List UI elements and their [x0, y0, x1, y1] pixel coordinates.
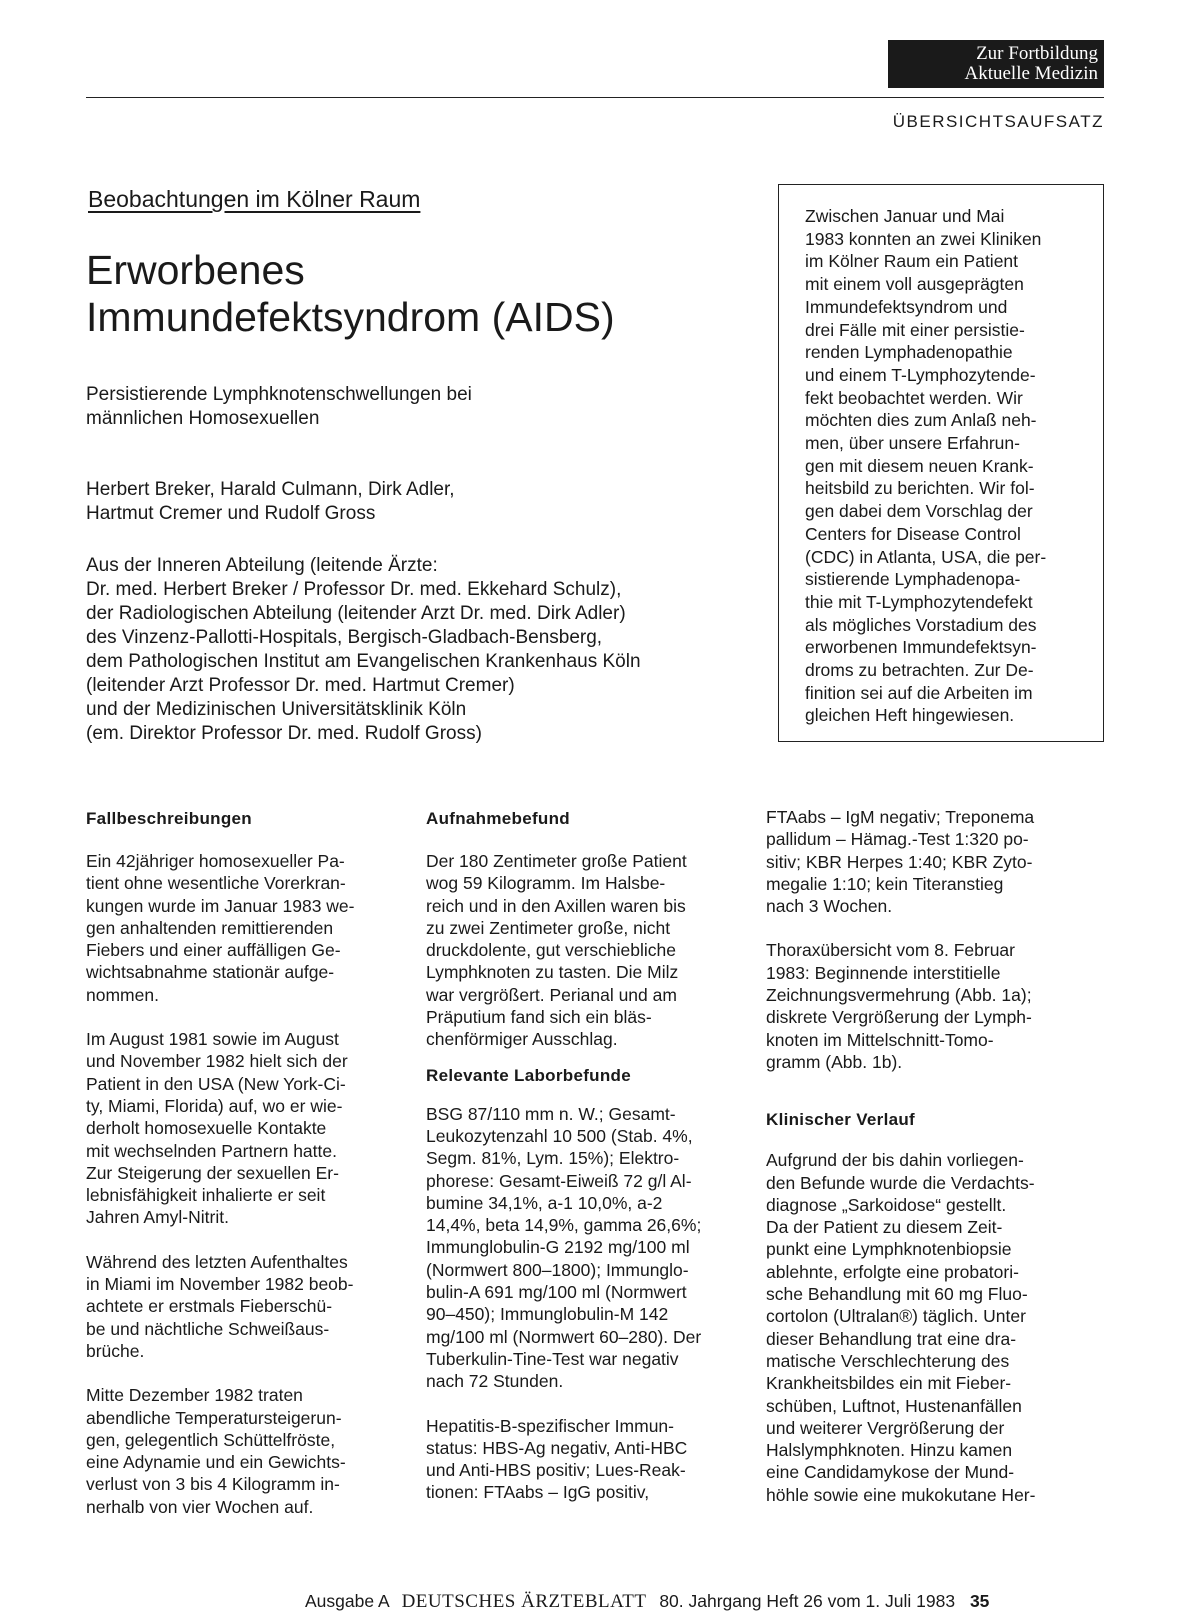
text-line: reich und in den Axillen waren bis: [426, 895, 686, 916]
section-badge: [888, 40, 1104, 88]
text-line: wichtsabnahme stationär aufge-: [86, 962, 335, 983]
text-line: nach 3 Wochen.: [766, 896, 893, 917]
text-line: diskrete Vergrößerung der Lymph-: [766, 1007, 1032, 1028]
text-line: diagnose „Sarkoidose“ gestellt.: [766, 1194, 1007, 1215]
text-line: Der 180 Zentimeter große Patient: [426, 851, 687, 871]
abstract-line: renden Lymphadenopathie: [805, 342, 1013, 363]
abstract-line: gen mit diesem neuen Krank-: [805, 455, 1034, 476]
text-line: derholt homosexuelle Kontakte: [86, 1118, 327, 1139]
paragraph: [86, 1251, 418, 1362]
abstract-line: thie mit T-Lymphozytendefekt: [805, 591, 1033, 612]
affiliation-block: [86, 554, 641, 746]
text-line: Zeichnungsvermehrung (Abb. 1a);: [766, 985, 1032, 1006]
text-line: tionen: FTAabs – IgG positiv,: [426, 1482, 650, 1503]
subtitle-line: männlichen Homosexuellen: [86, 408, 320, 429]
paragraph: [766, 1149, 1098, 1506]
text-line: Im August 1981 sowie im August: [86, 1029, 339, 1050]
abstract-line: als mögliches Vorstadium des: [805, 614, 1037, 635]
paragraph: [766, 939, 1098, 1073]
text-line: Segm. 81%, Lym. 15%); Elektro-: [426, 1148, 680, 1169]
text-line: megalie 1:10; kein Titeranstieg: [766, 873, 1004, 894]
text-line: gen, gelegentlich Schüttelfröste,: [86, 1429, 336, 1450]
text-line: schüben, Luftnot, Hustenanfällen: [766, 1395, 1022, 1416]
abstract-box: [778, 184, 1104, 742]
subtitle-line: Persistierende Lymphknotenschwellungen bei: [86, 384, 472, 405]
text-line: ty, Miami, Florida) auf, wo er wie-: [86, 1095, 343, 1116]
footer-journal: DEUTSCHES ÄRZTEBLATT: [401, 1591, 647, 1612]
text-line: den Befunde wurde die Verdachts-: [766, 1172, 1035, 1193]
text-line: knoten im Mittelschnitt-Tomo-: [766, 1029, 994, 1050]
author-list: [86, 478, 455, 526]
text-line: (Normwert 800–1800); Immunglo-: [426, 1259, 689, 1280]
body-column-1: [86, 808, 418, 1518]
text-line: Immunglobulin-G 2192 mg/100 ml: [426, 1237, 690, 1258]
text-line: und weiterer Vergrößerung der: [766, 1417, 1005, 1438]
text-line: be und nächtliche Schweißaus-: [86, 1318, 330, 1339]
text-line: 1983: Beginnende interstitielle: [766, 962, 1001, 983]
abstract-line: sistierende Lymphadenopa-: [805, 569, 1021, 590]
text-line: eine Adynamie und ein Gewichts-: [86, 1452, 346, 1473]
text-line: phorese: Gesamt-Eiweiß 72 g/l Al-: [426, 1170, 692, 1191]
affiliation-line: Dr. med. Herbert Breker / Professor Dr. med. Ekkehard Schulz),: [86, 579, 622, 600]
abstract-line: und einem T-Lymphozytende-: [805, 364, 1036, 385]
text-line: Krankheitsbildes ein mit Fieber-: [766, 1373, 1012, 1394]
page-footer: [305, 1591, 989, 1613]
text-line: mit wechselnden Partnern hatte.: [86, 1140, 337, 1161]
abstract-line: Zwischen Januar und Mai: [805, 206, 1005, 226]
abstract-line: mit einem voll ausgeprägten: [805, 274, 1024, 295]
title-line: Immundefektsyndrom (AIDS): [86, 294, 615, 340]
text-line: höhle sowie eine mukokutane Her-: [766, 1484, 1036, 1505]
abstract-line: drei Fälle mit einer persistie-: [805, 319, 1025, 340]
paragraph: [766, 806, 1098, 917]
text-line: verlust von 3 bis 4 Kilogramm in-: [86, 1474, 340, 1495]
text-line: Jahren Amyl-Nitrit.: [86, 1207, 229, 1228]
text-line: BSG 87/110 mm n. W.; Gesamt-: [426, 1103, 676, 1124]
text-line: zu zwei Zentimeter große, nicht: [426, 917, 671, 938]
affiliation-line: der Radiologischen Abteilung (leitender Arzt Dr. med. Dirk Adler): [86, 603, 626, 624]
abstract-line: droms zu betrachten. Zur De-: [805, 660, 1034, 681]
text-line: Leukozytenzahl 10 500 (Stab. 4%,: [426, 1125, 693, 1146]
abstract-line: Centers for Disease Control: [805, 523, 1021, 544]
abstract-line: gleichen Heft hingewiesen.: [805, 705, 1015, 726]
abstract-line: finition sei auf die Arbeiten im: [805, 682, 1033, 703]
text-line: FTAabs – IgM negativ; Treponema: [766, 807, 1035, 827]
text-line: Aufgrund der bis dahin vorliegen-: [766, 1150, 1024, 1171]
abstract-line: men, über unsere Erfahrun-: [805, 433, 1020, 454]
text-line: kungen wurde im Januar 1983 we-: [86, 895, 355, 916]
text-line: nach 72 Stunden.: [426, 1371, 564, 1392]
text-line: Während des letzten Aufenthaltes: [86, 1251, 348, 1272]
heading-klinischer-verlauf: Klinischer Verlauf: [766, 1110, 916, 1130]
text-line: gramm (Abb. 1b).: [766, 1051, 903, 1072]
paragraph: [426, 850, 758, 1051]
body-column-2: [426, 808, 758, 1504]
text-line: Patient in den USA (New York-Ci-: [86, 1073, 346, 1094]
heading-aufnahmebefund: Aufnahmebefund: [426, 809, 570, 828]
abstract-line: Immundefektsyndrom und: [805, 296, 1008, 317]
abstract-line: gen dabei dem Vorschlag der: [805, 501, 1033, 522]
paragraph: [426, 1103, 758, 1393]
text-line: sche Behandlung mit 60 mg Fluo-: [766, 1284, 1028, 1305]
article-subtitle: [86, 383, 472, 431]
text-line: Thoraxübersicht vom 8. Februar: [766, 940, 1015, 961]
text-line: Lymphknoten zu tasten. Die Milz: [426, 962, 679, 983]
text-line: punkt eine Lymphknotenbiopsie: [766, 1239, 1012, 1260]
text-line: nommen.: [86, 984, 159, 1005]
text-line: in Miami im November 1982 beob-: [86, 1274, 354, 1295]
text-line: chenförmiger Ausschlag.: [426, 1029, 618, 1050]
text-line: Da der Patient zu diesem Zeit-: [766, 1217, 1003, 1238]
paragraph: [86, 1384, 418, 1518]
abstract-line: erworbenen Immundefektsyn-: [805, 637, 1037, 658]
affiliation-line: Aus der Inneren Abteilung (leitende Ärzte:: [86, 555, 438, 576]
text-line: bumine 34,1%, a-1 10,0%, a-2: [426, 1192, 663, 1213]
text-line: Halslymphknoten. Hinzu kamen: [766, 1440, 1013, 1461]
text-line: cortolon (Ultralan®) täglich. Unter: [766, 1306, 1026, 1327]
heading-fallbeschreibungen: Fallbeschreibungen: [86, 809, 252, 828]
abstract-line: möchten dies zum Anlaß neh-: [805, 410, 1037, 431]
text-line: Präputium fand sich ein bläs-: [426, 1007, 652, 1028]
text-line: bulin-A 691 mg/100 ml (Normwert: [426, 1282, 687, 1303]
text-line: eine Candidamykose der Mund-: [766, 1462, 1015, 1483]
text-line: wog 59 Kilogramm. Im Halsbe-: [426, 873, 666, 894]
text-line: nerhalb von vier Wochen auf.: [86, 1496, 314, 1517]
text-line: Fiebers und einer auffälligen Ge-: [86, 940, 341, 961]
abstract-line: im Kölner Raum ein Patient: [805, 251, 1019, 272]
text-line: lebnisfähigkeit inhalierte er seit: [86, 1185, 326, 1206]
badge-line-2: Aktuelle Medizin: [964, 63, 1098, 84]
text-line: druckdolente, gut verschiebliche: [426, 940, 677, 961]
article-kicker: Beobachtungen im Kölner Raum: [88, 186, 421, 212]
affiliation-line: (leitender Arzt Professor Dr. med. Hartmut Cremer): [86, 675, 515, 696]
badge-line-1: Zur Fortbildung: [976, 43, 1098, 64]
text-line: 90–450); Immunglobulin-M 142: [426, 1304, 669, 1325]
text-line: Hepatitis-B-spezifischer Immun-: [426, 1415, 674, 1436]
article-title: [86, 247, 615, 341]
text-line: gen anhaltenden remittierenden: [86, 917, 334, 938]
title-line: Erworbenes: [86, 247, 305, 293]
text-line: Tuberkulin-Tine-Test war negativ: [426, 1348, 679, 1369]
abstract-line: (CDC) in Atlanta, USA, die per-: [805, 546, 1047, 567]
paragraph: [86, 850, 418, 1006]
body-column-3: [766, 806, 1098, 1506]
text-line: achtete er erstmals Fieberschü-: [86, 1296, 333, 1317]
affiliation-line: des Vinzenz-Pallotti-Hospitals, Bergisch-Gladbach-Bensberg,: [86, 627, 603, 648]
text-line: sitiv; KBR Herpes 1:40; KBR Zyto-: [766, 851, 1033, 872]
paragraph: [426, 1415, 758, 1504]
affiliation-line: und der Medizinischen Universitätsklinik Köln: [86, 699, 467, 720]
text-line: Mitte Dezember 1982 traten: [86, 1385, 303, 1406]
section-label: ÜBERSICHTSAUFSATZ: [892, 112, 1104, 131]
text-line: 14,4%, beta 14,9%, gamma 26,6%;: [426, 1215, 702, 1236]
footer-issue: 80. Jahrgang Heft 26 vom 1. Juli 1983: [659, 1591, 956, 1611]
author-line: Herbert Breker, Harald Culmann, Dirk Adler,: [86, 479, 455, 500]
abstract-line: fekt beobachtet werden. Wir: [805, 387, 1023, 408]
text-line: und Anti-HBS positiv; Lues-Reak-: [426, 1460, 686, 1481]
affiliation-line: (em. Direktor Professor Dr. med. Rudolf Gross): [86, 723, 482, 744]
header-rule: [86, 97, 1104, 98]
text-line: war vergrößert. Perianal und am: [426, 984, 677, 1005]
affiliation-line: dem Pathologischen Institut am Evangelischen Krankenhaus Köln: [86, 651, 641, 672]
text-line: dieser Behandlung trat eine dra-: [766, 1328, 1017, 1349]
heading-laborbefunde: Relevante Laborbefunde: [426, 1065, 631, 1085]
paragraph: [86, 1028, 418, 1229]
footer-edition: Ausgabe A: [305, 1591, 389, 1611]
text-line: mg/100 ml (Normwert 60–280). Der: [426, 1326, 702, 1347]
abstract-line: 1983 konnten an zwei Kliniken: [805, 228, 1042, 249]
abstract-line: heitsbild zu berichten. Wir fol-: [805, 478, 1035, 499]
text-line: Ein 42jähriger homosexueller Pa-: [86, 851, 345, 871]
text-line: status: HBS-Ag negativ, Anti-HBC: [426, 1437, 688, 1458]
page-number: 35: [969, 1591, 990, 1611]
text-line: matische Verschlechterung des: [766, 1350, 1010, 1371]
text-line: Zur Steigerung der sexuellen Er-: [86, 1162, 339, 1183]
text-line: tient ohne wesentliche Vorerkran-: [86, 873, 346, 894]
text-line: und November 1982 hielt sich der: [86, 1051, 348, 1072]
text-line: pallidum – Hämag.-Test 1:320 po-: [766, 829, 1029, 850]
author-line: Hartmut Cremer und Rudolf Gross: [86, 503, 376, 524]
text-line: brüche.: [86, 1340, 145, 1361]
text-line: ablehnte, erfolgte eine probatori-: [766, 1261, 1019, 1282]
text-line: abendliche Temperatursteigerun-: [86, 1407, 342, 1428]
